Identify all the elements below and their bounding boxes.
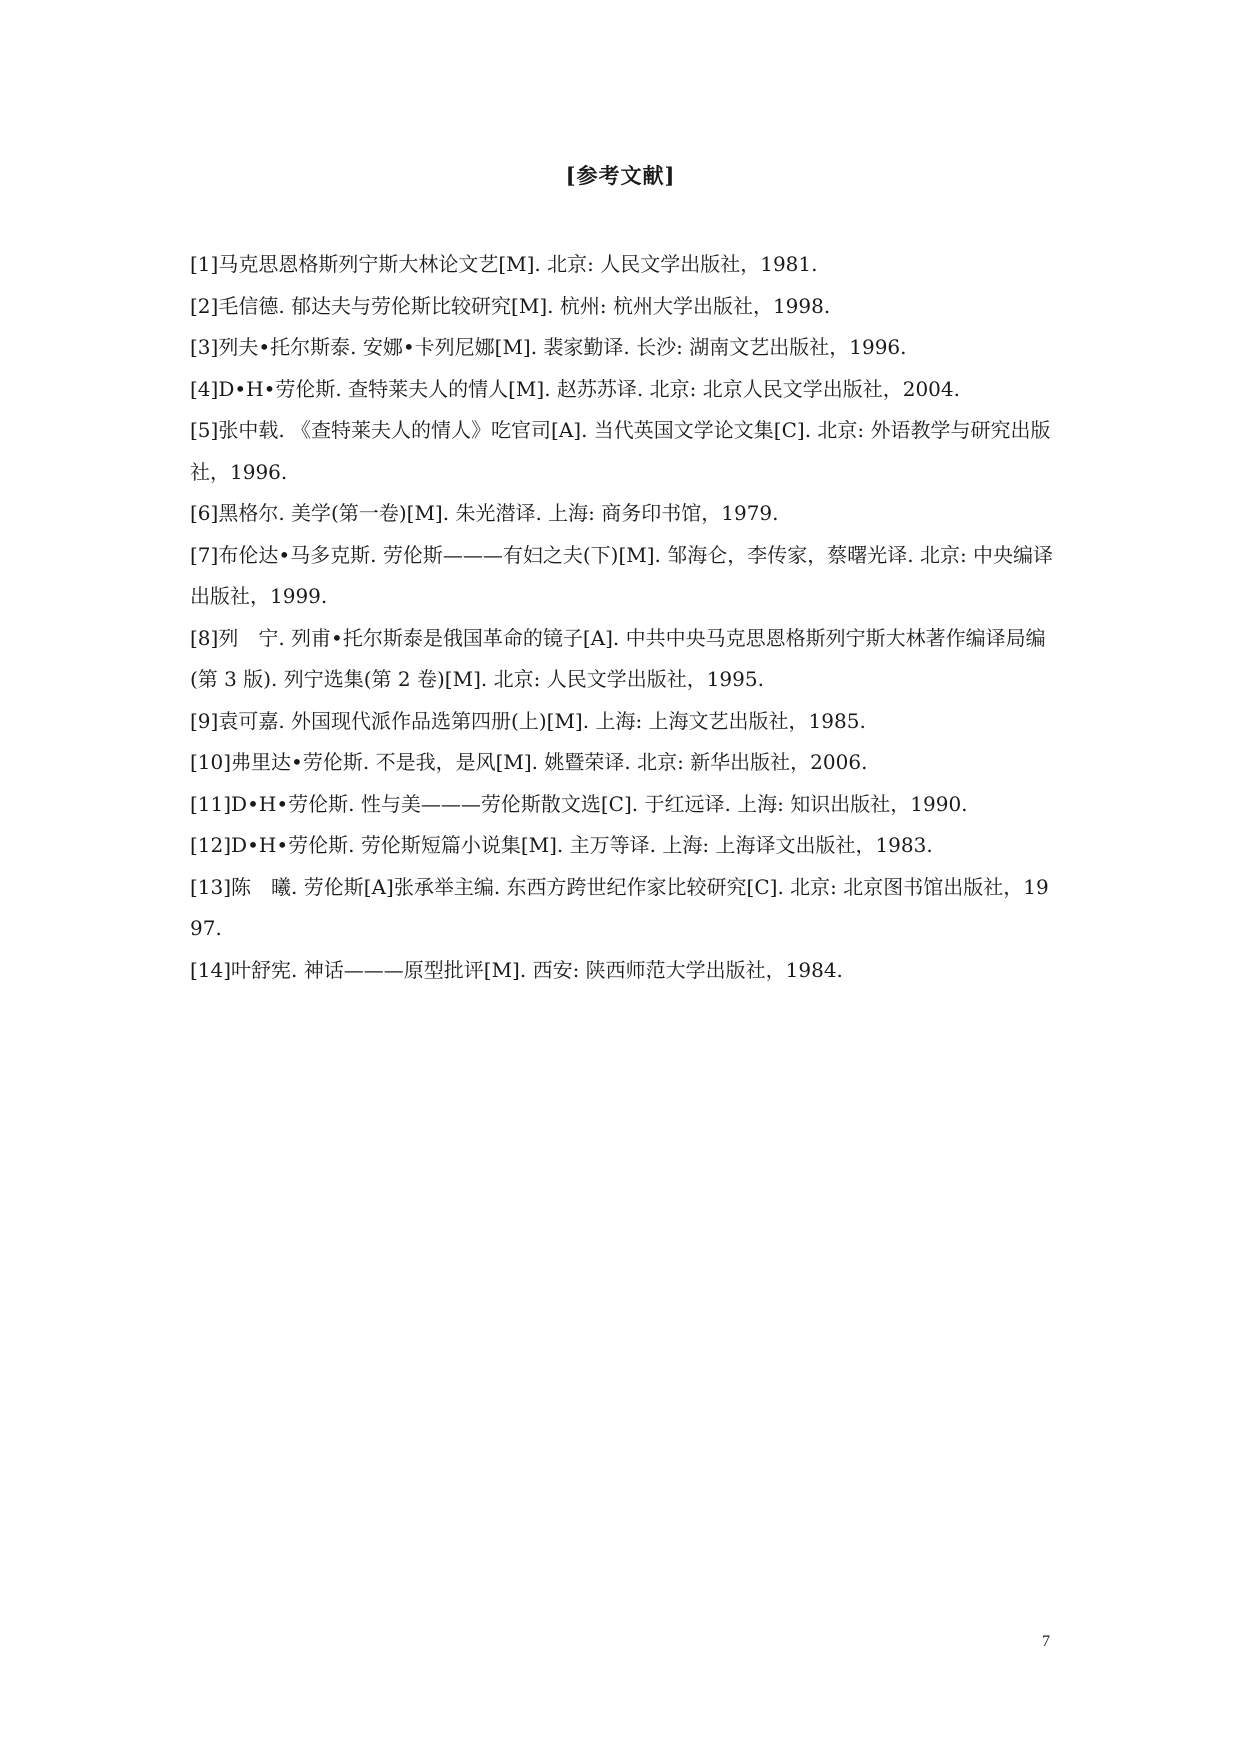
reference-item: [14]叶舒宪. 神话———原型批评[M]. 西安: 陕西师范大学出版社，1984. xyxy=(190,957,843,982)
reference-item: [13]陈 曦. 劳伦斯[A]张承举主编. 东西方跨世纪作家比较研究[C]. 北京: 北京图书馆出版社，1997. xyxy=(190,874,1049,940)
reference-item: [12]D•H•劳伦斯. 劳伦斯短篇小说集[M]. 主万等译. 上海: 上海译文出版社，1983. xyxy=(190,833,933,857)
reference-item: [2]毛信德. 郁达夫与劳伦斯比较研究[M]. 杭州: 杭州大学出版社，1998. xyxy=(190,293,831,318)
reference-item: [4]D•H•劳伦斯. 查特莱夫人的情人[M]. 赵苏苏译. 北京: 北京人民文学出版社，2004. xyxy=(190,376,960,401)
reference-item: [10]弗里达•劳伦斯. 不是我，是风[M]. 姚暨荣译. 北京: 新华出版社，2006. xyxy=(190,750,868,774)
reference-item: [9]袁可嘉. 外国现代派作品选第四册(上)[M]. 上海: 上海文艺出版社，1985. xyxy=(190,708,866,733)
page-number: 7 xyxy=(1042,1633,1050,1650)
reference-item: [8]列 宁. 列甫•托尔斯泰是俄国革命的镜子[A]. 中共中央马克思恩格斯列宁斯大林著作编译局编(第 3 版). 列宁选集(第 2 卷)[M]. 北京: 人民文学出版社，1995. xyxy=(190,625,1046,691)
reference-item: [3]列夫•托尔斯泰. 安娜•卡列尼娜[M]. 裴家勤译. 长沙: 湖南文艺出版社，1996. xyxy=(190,335,907,359)
reference-item: [1]马克思恩格斯列宁斯大林论文艺[M]. 北京: 人民文学出版社，1981. xyxy=(190,252,818,276)
reference-item: [5]张中载. 《查特莱夫人的情人》吃官司[A]. 当代英国文学论文集[C]. 北京: 外语教学与研究出版社，1996. xyxy=(190,418,1051,484)
reference-item: [7]布伦达•马多克斯. 劳伦斯———有妇之夫(下)[M]. 邹海仑，李传家，蔡曙光译. 北京: 中央编译出版社，1999. xyxy=(190,542,1054,608)
reference-item: [6]黑格尔. 美学(第一卷)[M]. 朱光潜译. 上海: 商务印书馆，1979. xyxy=(190,501,779,525)
reference-item: [11]D•H•劳伦斯. 性与美———劳伦斯散文选[C]. 于红远译. 上海: 知识出版社，1990. xyxy=(190,791,968,816)
references-heading: [参考文献] xyxy=(565,163,676,188)
reference-list xyxy=(190,244,1060,991)
